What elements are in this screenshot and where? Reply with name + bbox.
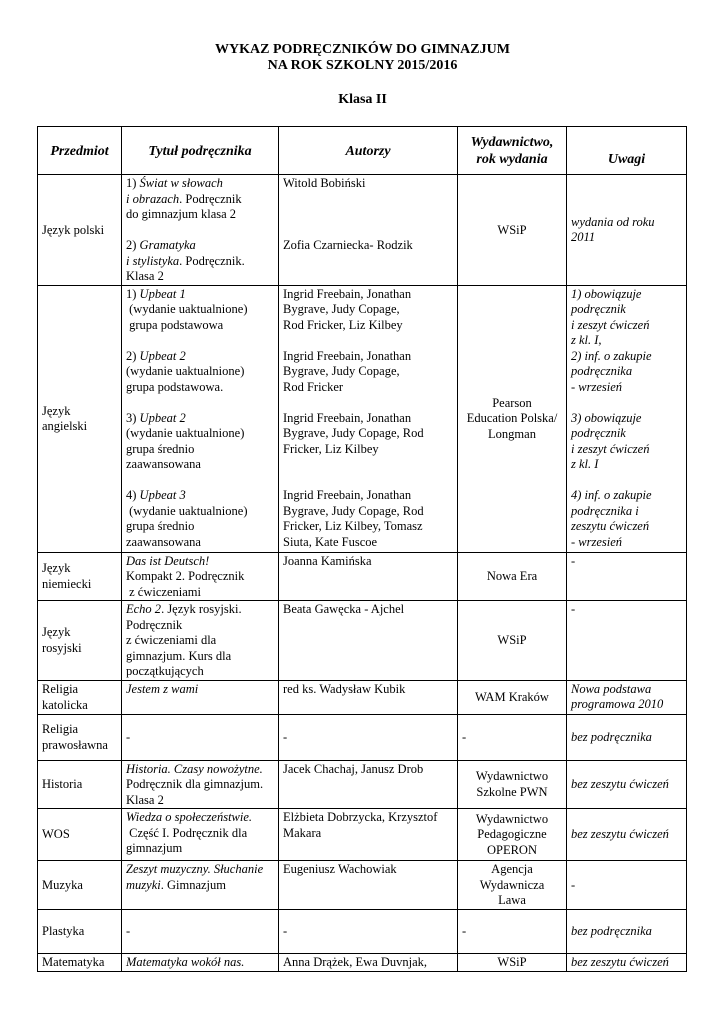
note-text: wydania od roku	[571, 214, 655, 229]
textbook-table	[37, 126, 687, 972]
publisher-cell	[458, 680, 567, 714]
publisher-cell	[458, 552, 567, 601]
note-text: programowa 2010	[571, 697, 664, 711]
book-title: Upbeat 1	[139, 286, 186, 301]
book-title: Jestem z wami	[126, 681, 199, 696]
publisher-name: Wydawnictwo	[475, 769, 549, 784]
author-name: Zofia Czarniecka- Rodzik	[283, 238, 413, 252]
note-cell	[567, 552, 687, 601]
book-title: Echo 2	[126, 602, 162, 616]
book-title: Upbeat 2	[139, 348, 186, 363]
title-cell	[122, 714, 279, 760]
note-text: -	[571, 877, 576, 892]
title-cell	[122, 680, 279, 714]
book-desc: Część I. Podręcznik dla	[126, 825, 248, 840]
publisher-name: Wydawnictwo	[475, 811, 549, 826]
subject-cell	[38, 175, 122, 286]
header-wydawnictwo-line1: Wydawnictwo,	[470, 135, 554, 150]
note-text: i zeszyt ćwiczeń	[571, 441, 650, 456]
subject-cell	[38, 714, 122, 760]
author-name: Ingrid Freebain, Jonathan	[283, 410, 412, 425]
author-name: -	[283, 729, 288, 744]
note-text: z kl. I,	[571, 333, 602, 347]
author-name: Eugeniusz Wachowiak	[283, 862, 397, 876]
book-desc: . Język rosyjski.	[161, 602, 242, 616]
author-name: Beata Gawęcka - Ajchel	[283, 602, 405, 616]
author-cell	[279, 714, 458, 760]
note-text: z kl. I	[571, 457, 599, 471]
document-subtitle: NA ROK SZKOLNY 2015/2016	[267, 58, 458, 73]
book-desc: grupa podstawowa	[126, 317, 224, 332]
publisher-name: Longman	[488, 426, 536, 441]
publisher-name: Wydawnicza	[479, 877, 545, 892]
note-text: zeszytu ćwiczeń	[571, 519, 650, 533]
subject-cell	[38, 680, 122, 714]
author-name: Siuta, Kate Fuscoe	[283, 534, 378, 549]
subject-label: angielski	[42, 419, 88, 433]
publisher-cell	[458, 953, 567, 971]
publisher-name: WSiP	[497, 954, 527, 969]
book-title: i stylistyka	[126, 253, 180, 268]
book-desc: (wydanie uaktualnione)	[126, 503, 248, 518]
header-tytul: Tytuł podręcznika	[122, 127, 279, 175]
title-cell	[122, 601, 279, 681]
note-cell	[567, 861, 687, 910]
table-row-angielski	[38, 285, 687, 552]
note-text: podręcznika	[571, 364, 633, 378]
publisher-name: Nowa Era	[486, 569, 538, 583]
item-number: 2)	[126, 238, 140, 252]
subject-cell	[38, 552, 122, 601]
book-title: Upbeat 3	[139, 488, 186, 502]
subject-cell	[38, 861, 122, 910]
author-name: Fricker, Liz Kilbey, Tomasz	[283, 519, 423, 533]
note-text: Nowa podstawa	[571, 681, 652, 696]
book-title: Zeszyt muzyczny. Słuchanie	[126, 862, 264, 876]
publisher-cell	[458, 809, 567, 861]
subject-label: WOS	[42, 827, 70, 842]
book-desc: zaawansowana	[126, 457, 201, 471]
title-cell	[122, 760, 279, 809]
author-name: Bygrave, Judy Copage, Rod	[283, 426, 424, 440]
author-cell	[279, 809, 458, 861]
document-title: WYKAZ PODRĘCZNIKÓW DO GIMNAZJUM	[215, 42, 510, 57]
book-desc: . Gimnazjum	[160, 877, 226, 892]
note-text: bez zeszytu ćwiczeń	[571, 777, 669, 791]
book-desc: (wydanie uaktualnione)	[126, 302, 248, 316]
note-text: bez zeszytu ćwiczeń	[571, 827, 669, 842]
note-text: i zeszyt ćwiczeń	[571, 317, 650, 332]
class-heading: Klasa II	[338, 92, 387, 107]
subject-label: Muzyka	[42, 877, 83, 892]
author-name: Rod Fricker	[283, 379, 344, 394]
note-cell	[567, 175, 687, 286]
publisher-name: Szkolne PWN	[476, 784, 548, 799]
book-desc: z ćwiczeniami	[126, 584, 201, 599]
book-title: Świat w słowach	[139, 176, 223, 190]
table-row-plastyka	[38, 909, 687, 953]
book-desc: Podręcznik dla gimnazjum.	[126, 777, 264, 791]
note-text: podręcznik	[571, 302, 626, 316]
table-row-religia-katolicka	[38, 680, 687, 714]
book-desc: Klasa 2	[126, 792, 164, 807]
note-text: 1) obowiązuje	[571, 286, 642, 301]
subject-cell	[38, 760, 122, 809]
book-title: muzyki	[126, 877, 161, 892]
header-przedmiot: Przedmiot	[38, 127, 122, 175]
book-desc: Klasa 2	[126, 269, 164, 283]
author-name: Ingrid Freebain, Jonathan	[283, 286, 412, 301]
subject-label: Język	[42, 625, 71, 640]
subject-cell	[38, 601, 122, 681]
author-name: Ingrid Freebain, Jonathan	[283, 488, 412, 502]
note-text: -	[571, 553, 576, 568]
book-desc: . Podręcznik	[179, 191, 242, 206]
item-number: 3)	[126, 410, 140, 425]
book-desc: Kompakt 2. Podręcznik	[126, 569, 245, 583]
author-cell	[279, 680, 458, 714]
note-cell	[567, 953, 687, 971]
subject-cell	[38, 909, 122, 953]
item-number: 4)	[126, 488, 140, 502]
note-text: 2011	[571, 230, 596, 245]
author-name: Bygrave, Judy Copage, Rod	[283, 503, 424, 518]
item-number: 1)	[126, 286, 140, 301]
publisher-name: -	[462, 729, 467, 744]
publisher-cell	[458, 861, 567, 910]
book-title: -	[126, 923, 131, 938]
book-title: Matematyka wokół nas.	[126, 954, 245, 969]
subject-label: Język	[42, 561, 71, 576]
note-cell	[567, 285, 687, 552]
author-cell	[279, 953, 458, 971]
book-title: Upbeat 2	[139, 410, 186, 425]
book-desc: grupa podstawowa.	[126, 379, 224, 394]
author-name: Fricker, Liz Kilbey	[283, 441, 379, 456]
subject-label: rosyjski	[42, 640, 82, 655]
subject-label: Religia	[42, 682, 79, 696]
book-desc: z ćwiczeniami dla	[126, 633, 217, 647]
author-cell	[279, 861, 458, 910]
note-text: 2) inf. o zakupie	[571, 348, 652, 363]
book-title: -	[126, 729, 131, 744]
subject-label: niemiecki	[42, 576, 92, 591]
note-text: podręcznika i	[571, 503, 639, 518]
header-wydawnictwo-line2: rok wydania	[476, 152, 548, 167]
subject-label: Język polski	[42, 222, 105, 237]
publisher-cell	[458, 285, 567, 552]
note-text: bez podręcznika	[571, 729, 652, 744]
note-text: podręcznik	[571, 426, 626, 440]
title-cell	[122, 909, 279, 953]
title-cell	[122, 809, 279, 861]
note-text: -	[571, 602, 576, 616]
subject-cell	[38, 809, 122, 861]
book-desc: (wydanie uaktualnione)	[126, 364, 245, 378]
publisher-cell	[458, 601, 567, 681]
note-cell	[567, 809, 687, 861]
book-title: Gramatyka	[139, 238, 196, 252]
publisher-cell	[458, 760, 567, 809]
subject-label: Plastyka	[42, 923, 85, 938]
author-cell	[279, 285, 458, 552]
header-uwagi: Uwagi	[567, 127, 687, 175]
table-row-wos	[38, 809, 687, 861]
subject-cell	[38, 953, 122, 971]
book-title: i obrazach	[126, 191, 180, 206]
author-cell	[279, 175, 458, 286]
book-desc: grupa średnio	[126, 441, 195, 456]
publisher-name: Pearson	[492, 395, 532, 410]
author-name: Rod Fricker, Liz Kilbey	[283, 317, 403, 332]
table-row-rosyjski	[38, 601, 687, 681]
subject-label: prawosławna	[42, 737, 108, 752]
title-cell	[122, 861, 279, 910]
publisher-name: Lawa	[498, 893, 526, 907]
book-title: Historia. Czasy nowożytne.	[126, 761, 263, 776]
author-name: Joanna Kamińska	[283, 553, 372, 568]
subject-label: Matematyka	[42, 954, 105, 969]
book-desc: gimnazjum. Kurs dla	[126, 648, 232, 663]
note-cell	[567, 680, 687, 714]
table-row-muzyka	[38, 861, 687, 910]
subject-label: Język	[42, 403, 71, 418]
note-text: - wrzesień	[571, 534, 623, 549]
header-wydawnictwo	[458, 127, 567, 175]
publisher-name: Pedagogiczne	[477, 827, 547, 842]
publisher-name: WAM Kraków	[475, 689, 549, 704]
author-cell	[279, 909, 458, 953]
table-row-polski	[38, 175, 687, 286]
publisher-cell	[458, 175, 567, 286]
author-name: Witold Bobiński	[283, 176, 366, 190]
note-cell	[567, 760, 687, 809]
book-desc: początkujących	[126, 664, 204, 678]
note-cell	[567, 714, 687, 760]
author-name: Jacek Chachaj, Janusz Drob	[283, 761, 424, 776]
title-cell	[122, 285, 279, 552]
publisher-name: WSiP	[497, 222, 527, 237]
item-number: 2)	[126, 348, 140, 363]
author-cell	[279, 601, 458, 681]
subject-cell	[38, 285, 122, 552]
author-name: -	[283, 923, 288, 938]
publisher-name: OPERON	[486, 842, 537, 857]
subject-label: Religia	[42, 722, 79, 736]
book-desc: do gimnazjum klasa 2	[126, 207, 237, 221]
item-number: 1)	[126, 176, 140, 190]
book-desc: grupa średnio	[126, 519, 195, 533]
publisher-name: Education Polska/	[466, 411, 558, 426]
author-name: Makara	[283, 825, 322, 840]
author-name: Elżbieta Dobrzycka, Krzysztof	[283, 810, 438, 824]
note-text: bez zeszytu ćwiczeń	[571, 954, 669, 969]
note-cell	[567, 601, 687, 681]
header-autorzy: Autorzy	[279, 127, 458, 175]
note-text: 3) obowiązuje	[571, 410, 642, 425]
book-desc: (wydanie uaktualnione)	[126, 426, 245, 440]
note-cell	[567, 909, 687, 953]
table-row-historia	[38, 760, 687, 809]
book-title: Wiedza o społeczeństwie.	[126, 810, 253, 824]
note-text: bez podręcznika	[571, 923, 652, 938]
author-cell	[279, 552, 458, 601]
publisher-name: Agencja	[491, 862, 533, 876]
author-name: Bygrave, Judy Copage,	[283, 364, 400, 378]
author-name: red ks. Wadysław Kubik	[283, 681, 406, 696]
book-desc: . Podręcznik.	[179, 253, 245, 268]
publisher-cell	[458, 909, 567, 953]
author-name: Anna Drążek, Ewa Duvnjak,	[283, 954, 428, 969]
author-name: Ingrid Freebain, Jonathan	[283, 348, 412, 363]
publisher-cell	[458, 714, 567, 760]
publisher-name: -	[462, 923, 467, 938]
title-cell	[122, 175, 279, 286]
book-desc: zaawansowana	[126, 534, 201, 549]
book-desc: gimnazjum	[126, 841, 183, 855]
book-desc: Podręcznik	[126, 617, 183, 632]
title-cell	[122, 552, 279, 601]
publisher-name: WSiP	[497, 633, 527, 647]
author-cell	[279, 760, 458, 809]
table-row-religia-prawoslawna	[38, 714, 687, 760]
note-text: - wrzesień	[571, 379, 623, 394]
subject-label: Historia	[42, 777, 83, 791]
title-cell	[122, 953, 279, 971]
note-text: 4) inf. o zakupie	[571, 488, 652, 502]
table-row-matematyka	[38, 953, 687, 971]
author-name: Bygrave, Judy Copage,	[283, 302, 400, 316]
table-header-row	[38, 127, 687, 175]
table-row-niemiecki	[38, 552, 687, 601]
book-title: Das ist Deutsch!	[126, 553, 210, 568]
subject-label: katolicka	[42, 697, 88, 712]
